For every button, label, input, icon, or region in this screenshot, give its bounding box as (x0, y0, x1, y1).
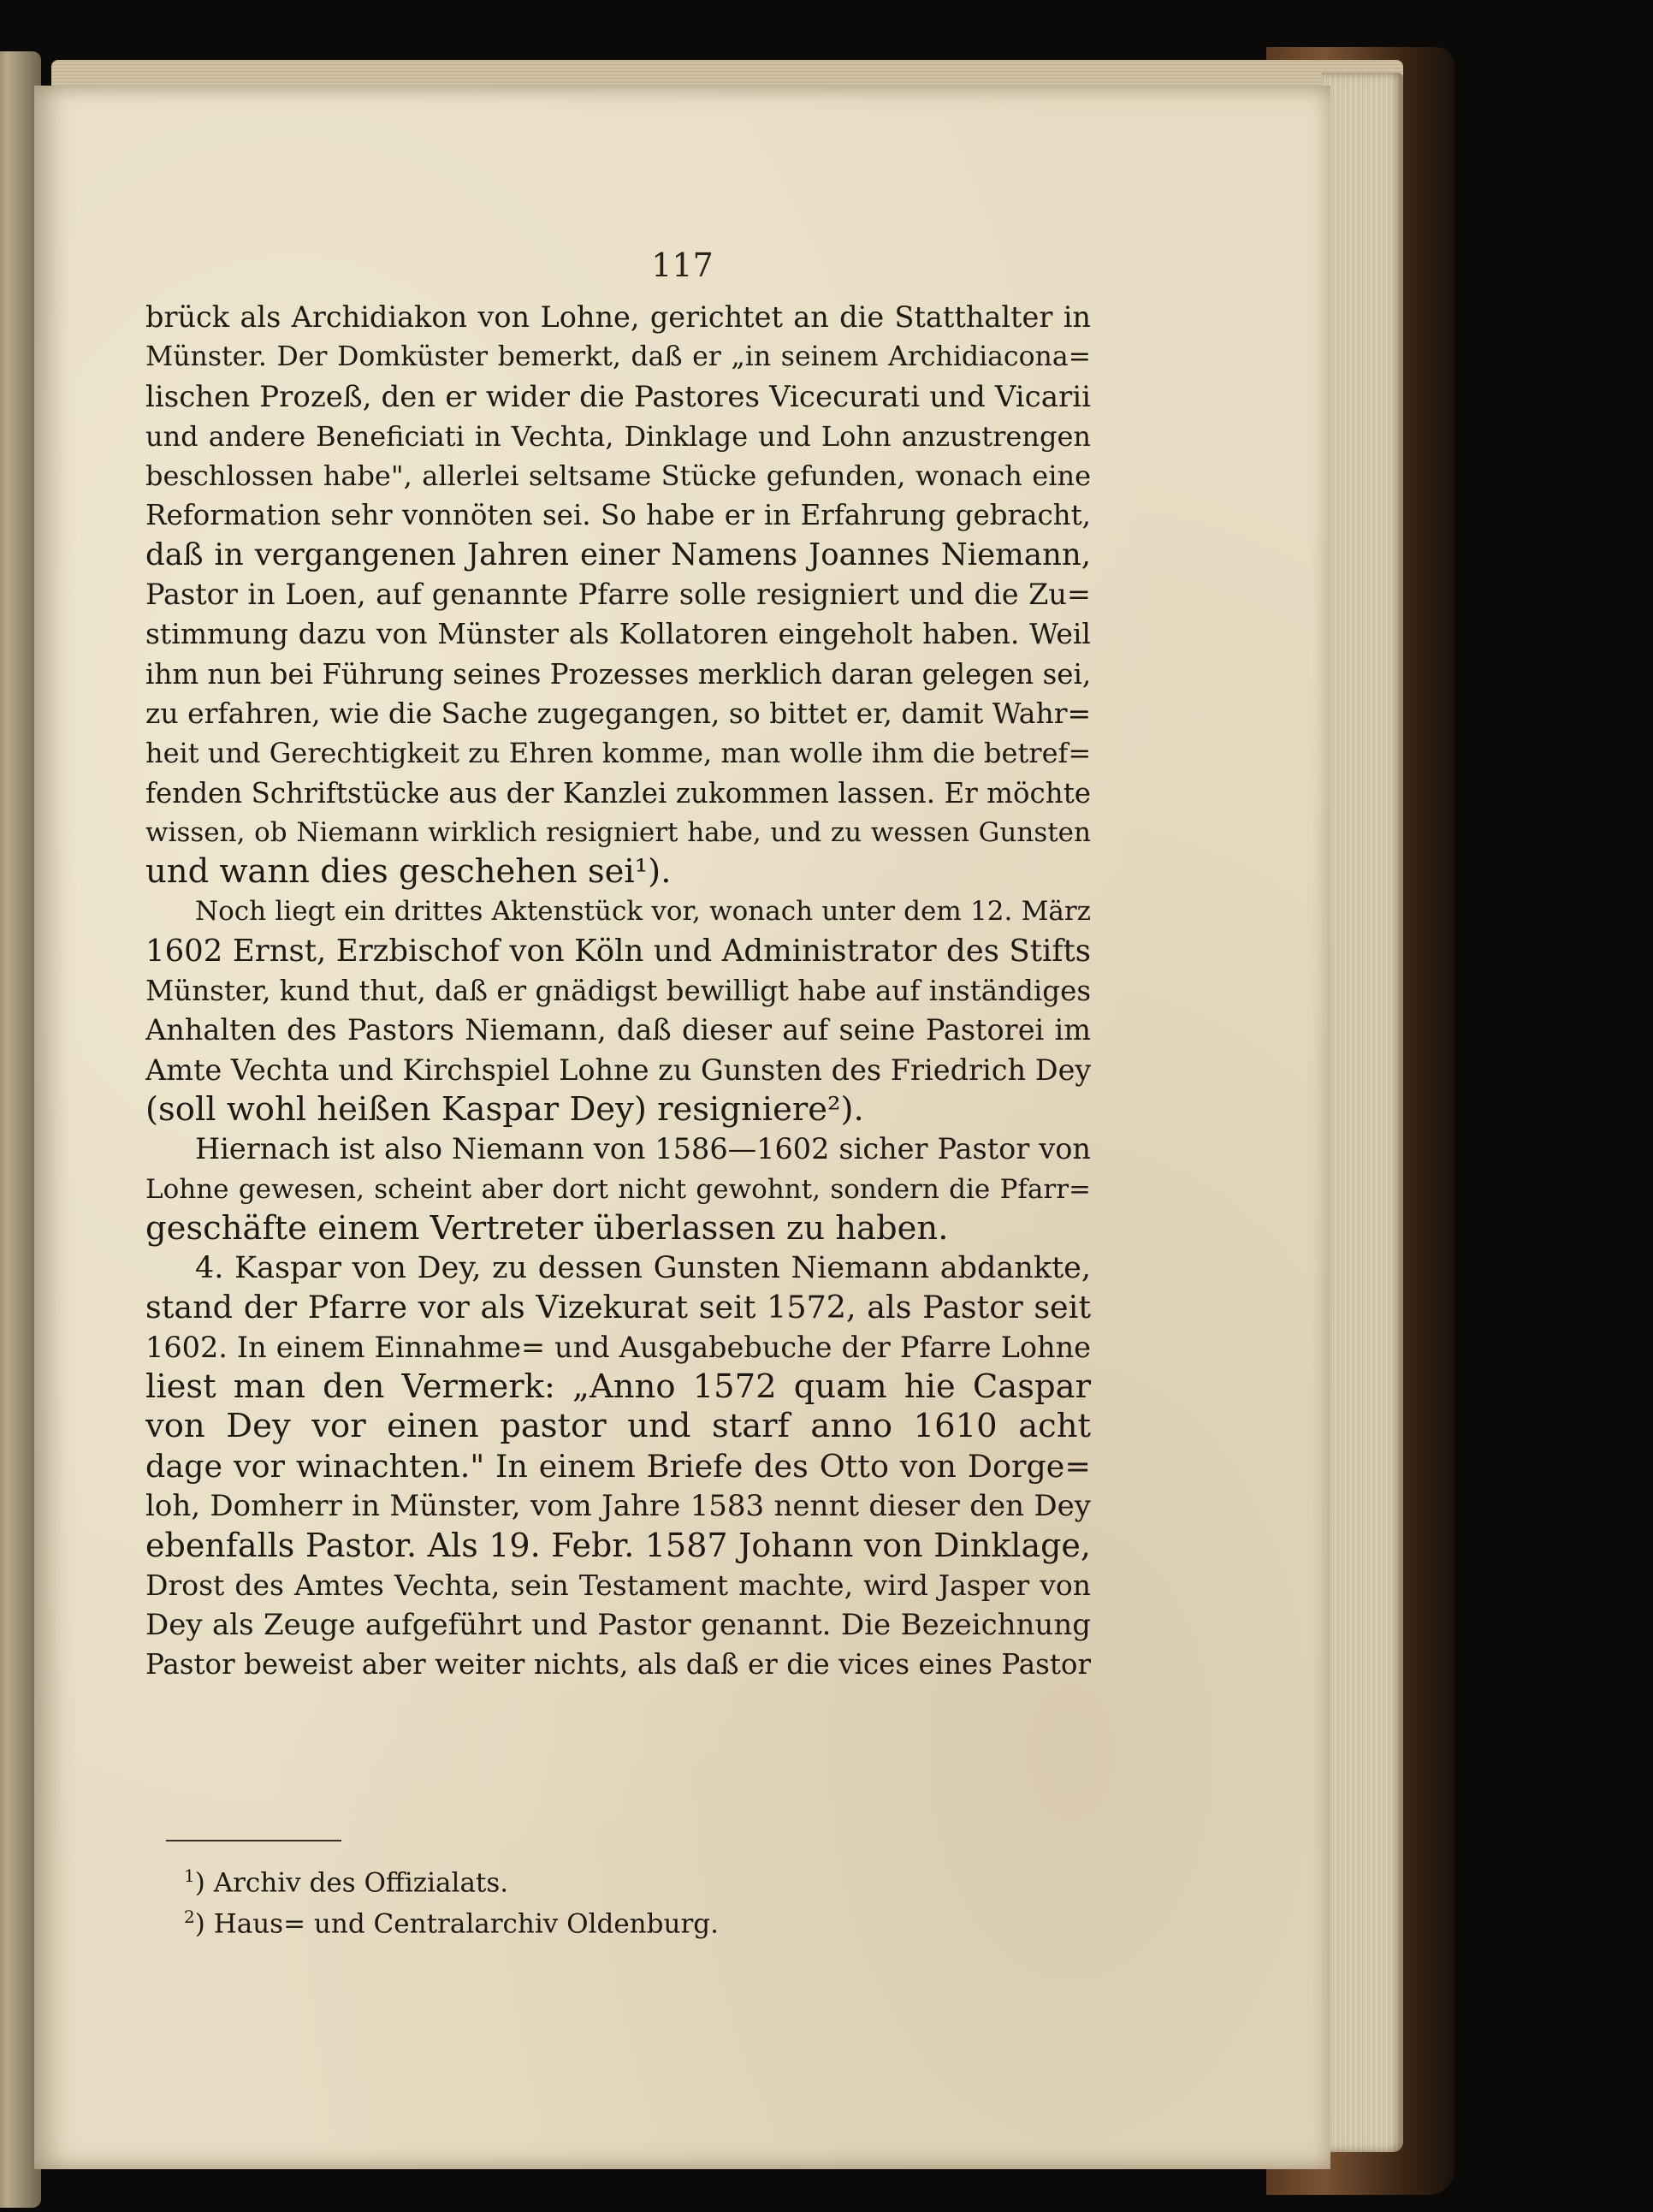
text-line: wissen, ob Niemann wirklich resigniert habe, und zu wessen Gunsten (145, 816, 1091, 848)
text-line: 4. Kaspar von Dey, zu dessen Gunsten Niemann abdankte, (195, 1251, 1091, 1286)
text-line: Amte Vechta und Kirchspiel Lohne zu Gunsten des Friedrich Dey (145, 1053, 1091, 1087)
text-line: geschäfte einem Vertreter überlassen zu haben. (145, 1208, 949, 1248)
text-line: Anhalten des Pastors Niemann, daß dieser auf seine Pastorei im (145, 1013, 1091, 1047)
text-line: lischen Prozeß, den er wider die Pastores Vicecurati und Vicarii (145, 379, 1091, 414)
text-line: zu erfahren, wie die Sache zugegangen, so bittet er, damit Wahr= (145, 696, 1091, 730)
text-line: 1602. In einem Einnahme= und Ausgabebuche der Pfarre Lohne (145, 1330, 1091, 1364)
text-line: und andere Beneficiati in Vechta, Dinklage und Lohn anzustrengen (145, 419, 1091, 453)
text-line: fenden Schriftstücke aus der Kanzlei zukommen lassen. Er möchte (145, 776, 1091, 809)
text-line: 1602 Ernst, Erzbischof von Köln und Administrator des Stifts (145, 933, 1091, 969)
footnotes (184, 1855, 1040, 1940)
text-line: stand der Pfarre vor als Vizekurat seit 1572, als Pastor seit (145, 1289, 1091, 1326)
footnote: $^1$) Archiv des Offizialats. (184, 1865, 509, 1899)
text-line: Pastor beweist aber weiter nichts, als daß er die vices eines Pastor (145, 1648, 1091, 1681)
page-number: 117 (651, 246, 714, 284)
footnote-rule (166, 1840, 341, 1841)
text-line: beschlossen habe", allerlei seltsame Stücke gefunden, wonach eine (145, 460, 1091, 493)
text-line: dage vor winachten." In einem Briefe des Otto von Dorge= (145, 1447, 1091, 1485)
text-line: stimmung dazu von Münster als Kollatoren eingeholt haben. Weil (145, 617, 1091, 651)
text-line: (soll wohl heißen Kaspar Dey) resigniere²). (145, 1089, 864, 1129)
text-line: Drost des Amtes Vechta, sein Testament machte, wird Jasper von (145, 1568, 1091, 1602)
footnote: $^2$) Haus= und Centralarchiv Oldenburg. (184, 1907, 719, 1940)
text-line: Münster. Der Domküster bemerkt, daß er „in seinem Archidiacona= (145, 341, 1091, 373)
text-line: und wann dies geschehen sei¹). (145, 852, 672, 892)
text-line: liest man den Vermerk: „Anno 1572 quam hie Caspar (145, 1367, 1091, 1407)
text-line: brück als Archidiakon von Lohne, gerichtet an die Statthalter in (145, 300, 1091, 334)
text-line: ebenfalls Pastor. Als 19. Febr. 1587 Johann von Dinklage, (145, 1527, 1091, 1565)
text-line: ihm nun bei Führung seines Prozesses merklich daran gelegen sei, (145, 657, 1091, 691)
text-line: loh, Domherr in Münster, vom Jahre 1583 nennt dieser den Dey (145, 1488, 1091, 1523)
body-text (145, 298, 1091, 1684)
text-line: Münster, kund thut, daß er gnädigst bewilligt habe auf inständiges (145, 975, 1091, 1008)
footnote-text: Archiv des Offizialats. (213, 1867, 509, 1899)
text-line: heit und Gerechtigkeit zu Ehren komme, man wolle ihm die betref= (145, 737, 1091, 770)
text-line: von Dey vor einen pastor und starf anno 1610 acht (145, 1407, 1091, 1446)
page-block-edges (1322, 73, 1403, 2152)
text-line: Noch liegt ein drittes Aktenstück vor, wonach unter dem 12. März (195, 896, 1091, 928)
footnote-text: Haus= und Centralarchiv Oldenburg. (213, 1908, 719, 1940)
text-line: Pastor in Loen, auf genannte Pfarre solle resigniert und die Zu= (145, 578, 1091, 612)
text-line: Dey als Zeuge aufgeführt und Pastor genannt. Die Bezeichnung (145, 1607, 1091, 1642)
text-line: Lohne gewesen, scheint aber dort nicht gewohnt, sondern die Pfarr= (145, 1173, 1091, 1205)
footnote-mark: 1 (184, 1865, 195, 1886)
footnote-mark: 2 (184, 1907, 195, 1927)
text-line: Reformation sehr vonnöten sei. So habe er in Erfahrung gebracht, (145, 499, 1091, 532)
text-line: Hiernach ist also Niemann von 1586—1602 sicher Pastor von (195, 1132, 1091, 1166)
text-line: daß in vergangenen Jahren einer Namens Joannes Niemann, (145, 537, 1091, 572)
book-page (34, 86, 1330, 2169)
